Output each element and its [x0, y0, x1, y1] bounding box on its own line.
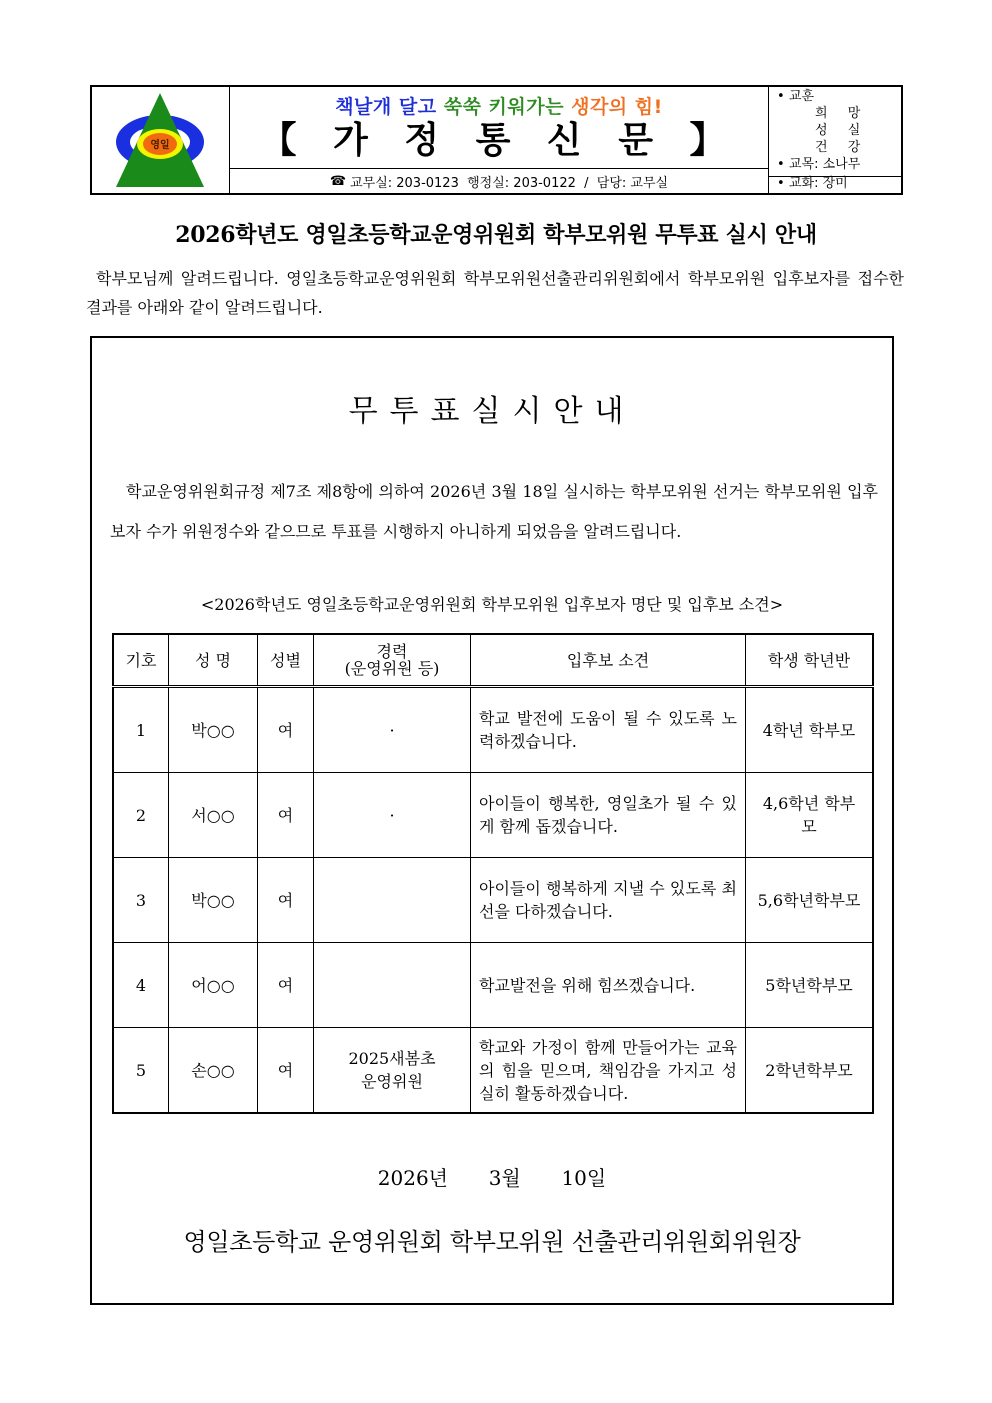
cell-no: 5 [113, 1028, 169, 1114]
newsletter-header [90, 85, 903, 195]
school-info [769, 87, 901, 193]
motto-value-2: 성 실 [815, 123, 869, 138]
cell-gender: 여 [258, 687, 314, 773]
header-statement: 입후보 소견 [471, 634, 746, 687]
cell-name: 어○○ [169, 943, 258, 1028]
intro-paragraph [86, 264, 904, 322]
cell-career [314, 858, 471, 943]
school-logo-cell [92, 87, 230, 193]
cell-career: 2025새봄초 운영위원 [314, 1028, 471, 1114]
cell-statement: 아이들이 행복하게 지낼 수 있도록 최선을 다하겠습니다. [471, 858, 746, 943]
cell-no: 1 [113, 687, 169, 773]
cell-grade: 4,6학년 학부모 [746, 773, 874, 858]
school-logo-icon [92, 87, 229, 193]
header-student-grade: 학생 학년반 [746, 634, 874, 687]
motto-value-1: 희 망 [815, 106, 869, 121]
slogan-part-2: 쑥쑥 키워가는 [443, 95, 564, 118]
header-career-line2: (운영위원 등) [344, 659, 440, 678]
cell-statement: 아이들이 행복한, 영일초가 될 수 있게 함께 돕겠습니다. [471, 773, 746, 858]
header-center [230, 87, 769, 193]
notice-heading: 무투표실시안내 [348, 394, 636, 429]
slogan-part-3: 생각의 힘! [571, 95, 663, 118]
cell-statement: 학교와 가정이 함께 만들어가는 교육의 힘을 믿으며, 책임감을 가지고 성실히 활동하겠습니다. [471, 1028, 746, 1114]
cell-no: 4 [113, 943, 169, 1028]
table-caption: <2026학년도 영일초등학교운영위원회 학부모위원 입후보자 명단 및 입후보 소견> [200, 595, 784, 614]
cell-career: · [314, 773, 471, 858]
header-gender: 성별 [258, 634, 314, 687]
cell-grade: 2학년학부모 [746, 1028, 874, 1114]
newsletter-title: 【 가 정 통 신 문 】 [260, 119, 738, 161]
divider [769, 176, 901, 177]
motto-value-3: 건 강 [815, 140, 869, 155]
motto-label-line [777, 88, 901, 105]
cell-grade: 5,6학년학부모 [746, 858, 874, 943]
candidates-table [112, 633, 874, 1114]
cell-career: · [314, 687, 471, 773]
issue-date: 2026년 3월 10일 [377, 1166, 607, 1190]
intro-text: 학부모님께 알려드립니다. 영일초등학교운영위원회 학부모위원선출관리위원회에서 학부모위원 입후보자를 접수한 결과를 아래와 같이 알려드립니다. [86, 269, 904, 317]
cell-name: 서○○ [169, 773, 258, 858]
cell-name: 손○○ [169, 1028, 258, 1114]
cell-grade: 5학년학부모 [746, 943, 874, 1028]
header-career [314, 634, 471, 687]
slogan-part-1: 책날개 달고 [335, 95, 437, 118]
table-row [113, 943, 873, 1028]
slogan [335, 95, 663, 119]
motto-label: 교훈 [789, 89, 815, 104]
cell-statement: 학교 발전에 도움이 될 수 있도록 노력하겠습니다. [471, 687, 746, 773]
cell-gender: 여 [258, 1028, 314, 1114]
school-tree-text: 교목: 소나무 [789, 157, 861, 172]
school-flower [777, 175, 901, 192]
cell-gender: 여 [258, 943, 314, 1028]
signature: 영일초등학교 운영위원회 학부모위원 선출관리위원회위원장 [183, 1228, 801, 1256]
table-row [113, 858, 873, 943]
table-header-row [113, 634, 873, 687]
cell-no: 2 [113, 773, 169, 858]
bullet-icon: • [777, 176, 785, 191]
notice-body-text: 학교운영위원회규정 제7조 제8항에 의하여 2026년 3월 18일 실시하는 학부모위원 선거는 학부모위원 입후보자 수가 위원정수와 같으므로 투표를 시행하지 아니하게 되었음을 알려드립니다. [110, 482, 878, 541]
cell-no: 3 [113, 858, 169, 943]
school-flower-text: 교화: 장미 [789, 176, 848, 191]
header-no: 기호 [113, 634, 169, 687]
header-name: 성 명 [169, 634, 258, 687]
notice-box [90, 336, 894, 1305]
bullet-icon: • [777, 89, 785, 104]
cell-gender: 여 [258, 858, 314, 943]
cell-gender: 여 [258, 773, 314, 858]
notice-body [110, 472, 878, 552]
table-row [113, 687, 873, 773]
phone-icon: ☎ [329, 173, 347, 189]
table-row [113, 773, 873, 858]
contact-line [230, 168, 768, 193]
cell-grade: 4학년 학부모 [746, 687, 874, 773]
table-row [113, 1028, 873, 1114]
cell-name: 박○○ [169, 687, 258, 773]
bullet-icon: • [777, 157, 785, 172]
cell-name: 박○○ [169, 858, 258, 943]
contact-text: 교무실: 203-0123 행정실: 203-0122 / 담당: 교무실 [350, 175, 669, 191]
school-tree [777, 156, 901, 173]
cell-career [314, 943, 471, 1028]
cell-statement: 학교발전을 위해 힘쓰겠습니다. [471, 943, 746, 1028]
document-title: 2026학년도 영일초등학교운영위원회 학부모위원 무투표 실시 안내 [175, 222, 817, 248]
header-career-line1: 경력 [376, 642, 408, 661]
logo-label: 영일 [150, 140, 170, 151]
